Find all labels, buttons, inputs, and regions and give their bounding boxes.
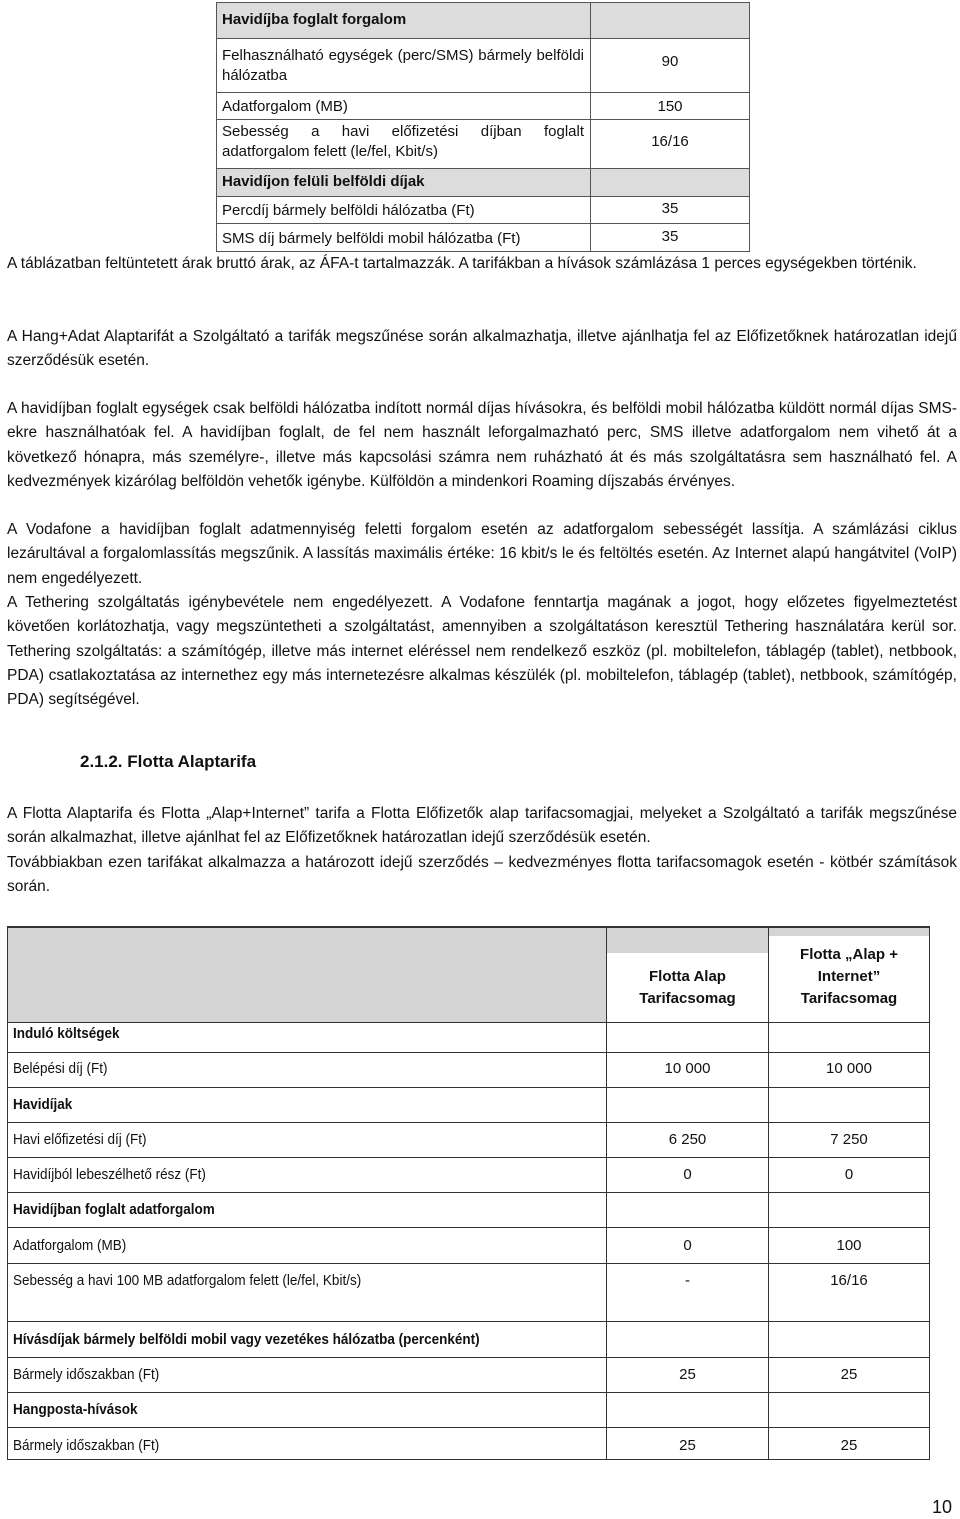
table-row-value: 35 [661, 200, 679, 217]
table-row-label: Havidíjból lebeszélhető rész (Ft) [13, 1166, 206, 1183]
table-cell: 0 [683, 1237, 692, 1254]
table-cell: 6 250 [668, 1131, 707, 1148]
table-corner-shade [7, 926, 606, 1022]
table-section-row: Hívásdíjak bármely belföldi mobil vagy vezetékes hálózatba (percenként) [13, 1331, 480, 1348]
table-row-value: 150 [657, 98, 683, 115]
table-row-label: Bármely időszakban (Ft) [13, 1437, 160, 1454]
table-row-label: Havi előfizetési díj (Ft) [13, 1131, 147, 1148]
table-cell: 10 000 [664, 1060, 711, 1077]
table-cell: 25 [679, 1437, 696, 1454]
table-cell: 0 [683, 1166, 692, 1183]
table-row-label: SMS díj bármely belföldi mobil hálózatba (Ft) [222, 230, 521, 247]
table-header: Havidíjba foglalt forgalom [222, 11, 407, 28]
table-cell: - [685, 1272, 690, 1289]
flotta-tariff-table [7, 926, 930, 1460]
table-row-label: Percdíj bármely belföldi hálózatba (Ft) [222, 202, 475, 219]
table-row-label: Adatforgalom (MB) [13, 1237, 127, 1254]
table-row-label: Sebesség a havi előfizetési díjban foglalt adatforgalom felett (le/fel, Kbit/s) [222, 123, 584, 160]
column-header-flotta-alap-internet: Flotta „Alap + Internet” Tarifacsomag [800, 946, 898, 1007]
table-section-row: Induló költségek [13, 1025, 120, 1042]
monthly-fee-table [216, 2, 750, 252]
table-section-row: Havidíjak [13, 1096, 73, 1113]
vat-note-paragraph: A táblázatban feltüntetett árak bruttó árak, az ÁFA-t tartalmazzák. A tarifákban a hívások számlázása 1 perces egységekben történik. [7, 255, 917, 272]
table-row-label: Belépési díj (Ft) [13, 1060, 108, 1077]
table-row-value: 35 [661, 228, 679, 245]
flotta-intro-paragraph: A Flotta Alaptarifa és Flotta „Alap+Internet” tarifa a Flotta Előfizetők alap tarifacsomagjai, melyeket a Szolgáltató a tarifák megszűnése során alkalmazhat, illetve ajánlhat fel az Előfizetőknek határozatlan idejű szerződésük esetén. [7, 805, 957, 847]
table-cell: 7 250 [830, 1131, 868, 1148]
table-row-value: 16/16 [651, 133, 689, 150]
table-cell: 100 [836, 1237, 862, 1254]
included-units-paragraph: A havidíjban foglalt egységek csak belföldi hálózatba indított normál díjas hívásokra, és belföldi mobil hálózatba küldött normál díjas SMS-ekre használhatóak fel. A havidíjban foglalt, de fel nem használt leforgalmazható perc, SMS illetve adatforgalom nem vihető át a következő hónapra, más személyre-, illetve más kapcsolási számra nem ruházható át és más szolgáltatásra sem használható fel. A kedvezmények kizárólag belföldön vehetők igénybe. Külföldön a mindenkori Roaming díjszabás érvényes. [7, 400, 957, 490]
table-cell: 10 000 [826, 1060, 872, 1077]
table-section-row: Havidíjban foglalt adatforgalom [13, 1201, 215, 1218]
throttling-paragraph: A Vodafone a havidíjban foglalt adatmennyiség feletti forgalom esetén az adatforgalom sebességét lassítja. A számlázási ciklus lezárultával a forgalomlassítás megszűnik. A lassítás maximális értéke: 16 kbit/s le és feltöltés esetén. Az Internet alapú hangátvitel (VoIP) nem engedélyezett. [7, 521, 957, 587]
table-row-label: Sebesség a havi 100 MB adatforgalom felett (le/fel, Kbit/s) [13, 1272, 362, 1289]
section-heading: 2.1.2. Flotta Alaptarifa [80, 752, 257, 771]
tethering-paragraph: A Tethering szolgáltatás igénybevétele nem engedélyezett. A Vodafone fenntartja magának a jogot, hogy előzetes figyelmeztetést követően korlátozhatja, vagy megszüntetheti a szolgáltatást, amennyiben a szolgáltatáson keresztül Tethering használatára kerül sor. Tethering szolgáltatás: a számítógép, illetve más internet eléréssel nem rendelkező eszköz (pl. mobiltelefon, táblagép (tablet), netbbook, PDA) csatlakoztatása az internethez egy más internetezésre alkalmas készülék (pl. mobiltelefon, táblagép (tablet), netbbook, számítógép, PDA) segítségével. [7, 594, 957, 709]
table-row-value: 90 [661, 53, 679, 70]
table-section-row: Hangposta-hívások [13, 1401, 138, 1418]
table-cell: 25 [679, 1366, 696, 1383]
table-subheader: Havidíjon felüli belföldi díjak [222, 173, 425, 190]
table-cell: 0 [844, 1166, 854, 1183]
table-row-label: Adatforgalom (MB) [222, 98, 348, 115]
column-header-flotta-alap: Flotta Alap Tarifacsomag [639, 968, 736, 1007]
table-cell: 16/16 [830, 1272, 868, 1289]
hang-adat-paragraph: A Hang+Adat Alaptarifát a Szolgáltató a tarifák megszűnése során alkalmazhatja, illetve ajánlhatja fel az Előfizetőknek határozatlan idejű szerződésük esetén. [7, 328, 957, 370]
table-cell: 25 [840, 1437, 858, 1454]
table-row-label: Felhasználható egységek (perc/SMS) bármely belföldi hálózatba [222, 47, 584, 84]
table-row-label: Bármely időszakban (Ft) [13, 1366, 160, 1383]
table-cell: 25 [840, 1366, 858, 1383]
page-number: 10 [932, 1497, 953, 1517]
flotta-penalty-paragraph: Továbbiakban ezen tarifákat alkalmazza a határozott idejű szerződés – kedvezményes flotta tarifacsomagok esetén - kötbér számítások során. [7, 854, 957, 896]
